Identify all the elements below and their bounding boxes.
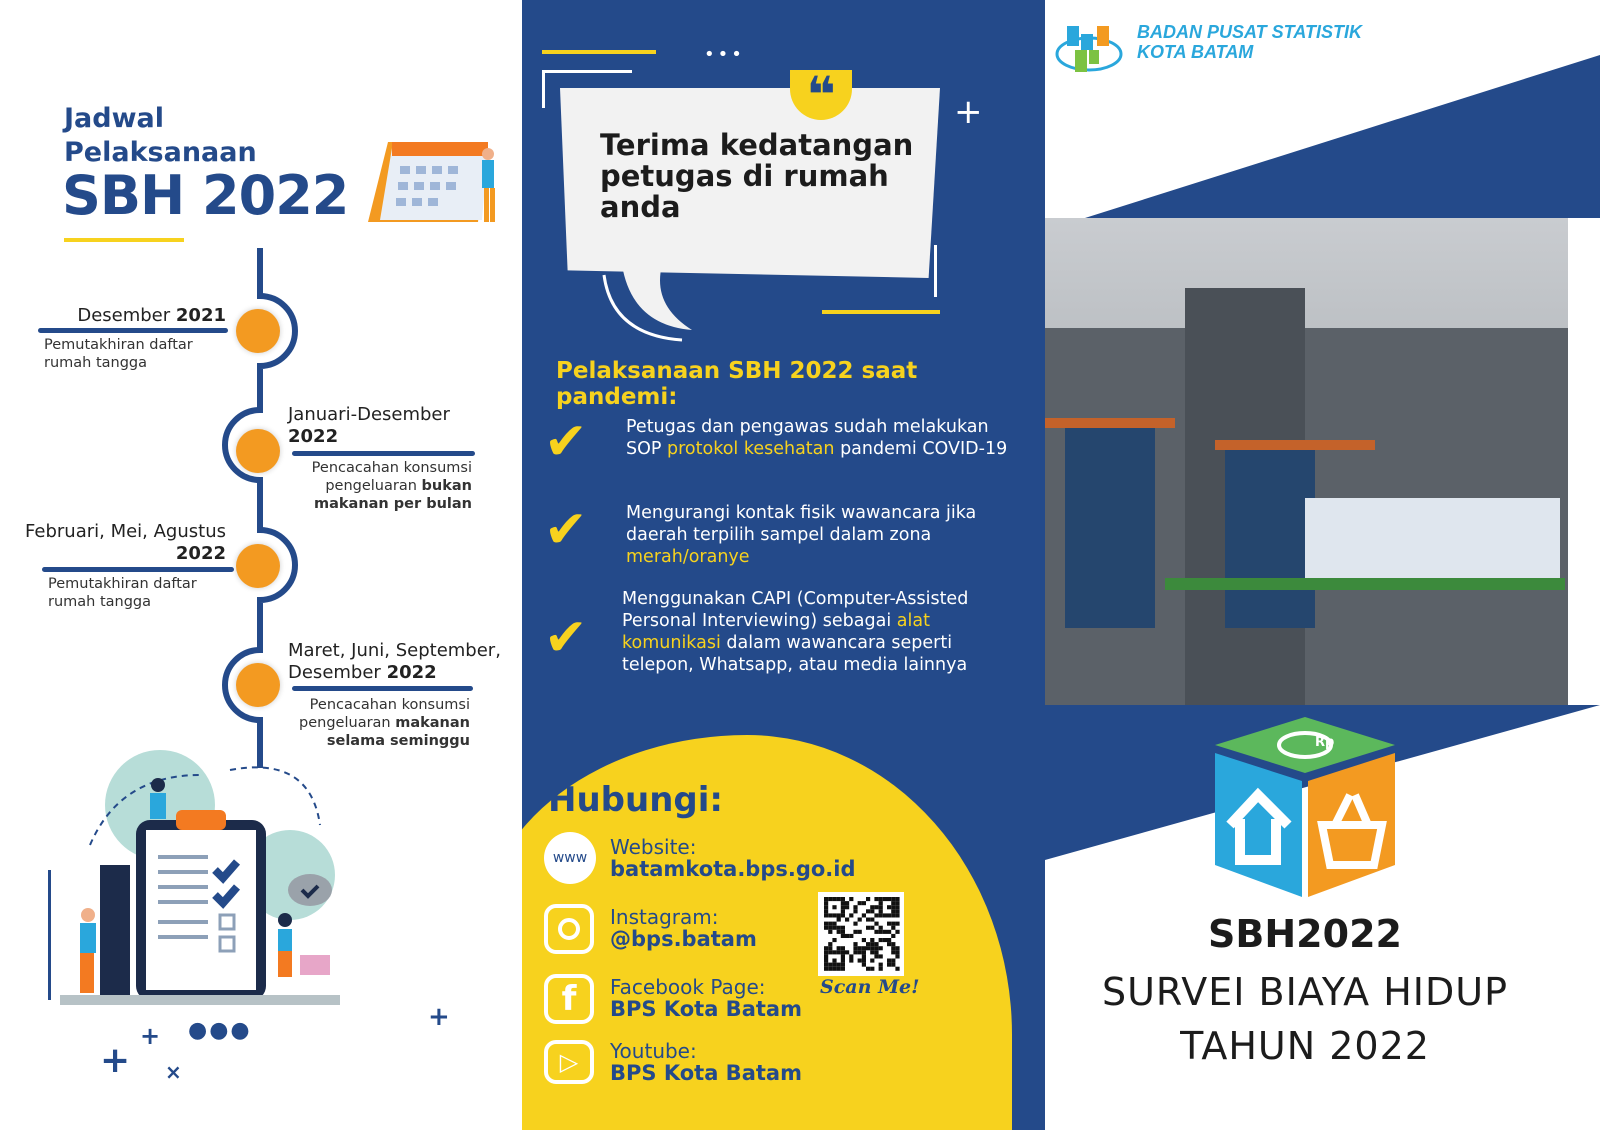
qr-module [879, 946, 883, 950]
qr-module [874, 922, 878, 926]
qr-module [841, 967, 845, 971]
pandemic-item: Menggunakan CAPI (Computer-Assisted Personal Interviewing) sebagai alat komunikasi dalam wawancara seperti telepon, Whatsapp, atau media lainnya [622, 589, 969, 675]
qr-module [891, 926, 895, 930]
qr-module [895, 922, 899, 926]
dots-icon: ●●● [188, 1018, 252, 1043]
qr-module [879, 909, 883, 913]
survey-code: SBH2022 [1208, 912, 1402, 956]
qr-module [841, 963, 845, 967]
timeline-date-2: Januari-Desember 2022 [288, 404, 450, 447]
qr-module [879, 905, 883, 909]
qr-module [832, 950, 836, 954]
qr-module [870, 967, 874, 971]
checklist-illustration [40, 745, 460, 1045]
qr-module [849, 959, 853, 963]
timeline-desc-4: Pencacahan konsumsi pengeluaran makanan selama seminggu [299, 697, 470, 749]
check-icon: ✔ [544, 412, 588, 472]
qr-module [858, 930, 862, 934]
cover-panel [1045, 0, 1600, 1130]
qr-module [879, 901, 883, 905]
qr-module [887, 897, 891, 901]
website-link[interactable]: batamkota.bps.go.id [610, 857, 856, 881]
website-label: Website: [610, 835, 697, 859]
qr-module [870, 926, 874, 930]
qr-module [824, 905, 828, 909]
qr-module [891, 913, 895, 917]
qr-module [862, 950, 866, 954]
qr-module [845, 950, 849, 954]
qr-module [845, 934, 849, 938]
qr-module [832, 897, 836, 901]
qr-module [828, 913, 832, 917]
qr-module [883, 897, 887, 901]
qr-module [891, 909, 895, 913]
qr-module [841, 959, 845, 963]
qr-module [866, 967, 870, 971]
qr-module [841, 897, 845, 901]
qr-module [837, 918, 841, 922]
qr-module [887, 963, 891, 967]
qr-module [862, 954, 866, 958]
qr-module [828, 950, 832, 954]
qr-module [866, 909, 870, 913]
qr-module [832, 967, 836, 971]
qr-module [832, 905, 836, 909]
check-icon: ✔ [544, 608, 588, 668]
survey-year: TAHUN 2022 [1180, 1024, 1430, 1068]
qr-module [837, 950, 841, 954]
qr-module [874, 942, 878, 946]
qr-module [895, 950, 899, 954]
timeline-dot [236, 663, 280, 707]
qr-module [832, 963, 836, 967]
qr-module [841, 913, 845, 917]
check-icon: ✔ [544, 500, 588, 560]
qr-module [853, 922, 857, 926]
timeline-line [292, 451, 475, 456]
instagram-icon [544, 904, 594, 954]
qr-module [824, 954, 828, 958]
qr-module [891, 946, 895, 950]
qr-module [832, 938, 836, 942]
qr-module [870, 918, 874, 922]
qr-module [824, 913, 828, 917]
qr-module [849, 913, 853, 917]
qr-module [824, 901, 828, 905]
timeline-line [42, 567, 234, 572]
qr-module [828, 897, 832, 901]
qr-module [891, 963, 895, 967]
qr-module [895, 930, 899, 934]
qr-module [879, 926, 883, 930]
qr-module [841, 950, 845, 954]
qr-module [824, 909, 828, 913]
qr-module [887, 930, 891, 934]
decor-line [934, 245, 937, 297]
timeline-dot [236, 309, 280, 353]
qr-module [858, 946, 862, 950]
qr-module [883, 938, 887, 942]
calendar-illustration [366, 130, 511, 230]
section-title: Pelaksanaan SBH 2022 saat pandemi: [556, 358, 918, 410]
title-line2: Pelaksanaan [64, 137, 257, 168]
qr-module [837, 926, 841, 930]
qr-module [841, 909, 845, 913]
qr-module [849, 954, 853, 958]
qr-module [866, 926, 870, 930]
qr-module [853, 930, 857, 934]
bps-logo [1053, 20, 1127, 78]
qr-module [866, 918, 870, 922]
decor-line [542, 70, 545, 108]
youtube-label: Youtube: [610, 1039, 697, 1063]
qr-module [879, 930, 883, 934]
sbh-cube-logo [1210, 715, 1400, 905]
qr-module [824, 926, 828, 930]
youtube-link[interactable]: BPS Kota Batam [610, 1061, 802, 1085]
qr-module [895, 909, 899, 913]
qr-module [862, 901, 866, 905]
qr-module [895, 954, 899, 958]
qr-module [837, 930, 841, 934]
qr-module [887, 922, 891, 926]
qr-module [874, 913, 878, 917]
qr-module [870, 938, 874, 942]
qr-module [841, 930, 845, 934]
info-panel [522, 0, 1045, 1130]
schedule-panel [0, 0, 522, 1130]
qr-module [866, 946, 870, 950]
qr-module [841, 946, 845, 950]
qr-module [891, 905, 895, 909]
qr-module [895, 901, 899, 905]
qr-module [879, 967, 883, 971]
timeline-date-1: Desember 2021 [77, 305, 226, 326]
qr-module [832, 922, 836, 926]
qr-module [832, 913, 836, 917]
qr-module [879, 938, 883, 942]
title-big: SBH 2022 [62, 164, 349, 227]
qr-module [858, 950, 862, 954]
qr-module [862, 946, 866, 950]
office-photo [1045, 218, 1568, 705]
youtube-icon: ▷ [544, 1040, 594, 1084]
facebook-label: Facebook Page: [610, 975, 766, 999]
qr-module [870, 942, 874, 946]
plus-icon: + [954, 92, 983, 132]
qr-module [870, 909, 874, 913]
dots-icon: ••• [704, 44, 745, 65]
qr-module [824, 897, 828, 901]
contact-title: Hubungi: [548, 780, 723, 820]
qr-module [862, 938, 866, 942]
qr-module [895, 946, 899, 950]
qr-module [841, 926, 845, 930]
qr-caption: Scan Me! [820, 976, 920, 998]
plus-icon: + [140, 1022, 161, 1050]
bubble-tail [592, 265, 712, 345]
qr-module [837, 946, 841, 950]
qr-module [866, 942, 870, 946]
qr-module [887, 942, 891, 946]
qr-module [891, 959, 895, 963]
qr-module [883, 913, 887, 917]
quote-icon: ❝ [790, 70, 852, 120]
qr-module [866, 897, 870, 901]
qr-module [837, 967, 841, 971]
qr-module [824, 963, 828, 967]
qr-code[interactable] [818, 892, 904, 976]
instagram-label: Instagram: [610, 905, 719, 929]
www-icon: www [544, 832, 596, 884]
pandemic-item: Mengurangi kontak fisik wawancara jika daerah terpilih sampel dalam zona merah/oranye [626, 503, 977, 567]
qr-module [870, 950, 874, 954]
qr-module [870, 959, 874, 963]
qr-module [891, 942, 895, 946]
instagram-link[interactable]: @bps.batam [610, 927, 757, 951]
qr-module [874, 930, 878, 934]
decor-line [542, 50, 656, 54]
qr-module [887, 913, 891, 917]
qr-module [853, 946, 857, 950]
qr-module [887, 938, 891, 942]
decor-line [542, 70, 632, 73]
qr-module [841, 901, 845, 905]
pandemic-item: Petugas dan pengawas sudah melakukan SOP protokol kesehatan pandemi COVID-19 [626, 417, 1008, 459]
qr-module [849, 897, 853, 901]
qr-module [828, 942, 832, 946]
qr-module [887, 905, 891, 909]
timeline-date-3: Februari, Mei, Agustus 2022 [25, 521, 226, 564]
qr-module [828, 963, 832, 967]
qr-module [895, 897, 899, 901]
qr-module [824, 946, 828, 950]
quote-text: Terima kedatangan petugas di rumah anda [600, 128, 914, 224]
qr-module [858, 959, 862, 963]
qr-module [853, 942, 857, 946]
qr-module [824, 950, 828, 954]
qr-module [824, 959, 828, 963]
title-line1: Jadwal [64, 103, 165, 134]
facebook-link[interactable]: BPS Kota Batam [610, 997, 802, 1021]
qr-module [853, 950, 857, 954]
decor-line [822, 310, 940, 314]
qr-module [853, 905, 857, 909]
qr-module [828, 930, 832, 934]
timeline-desc-3: Pemutakhiran daftar rumah tangga [48, 576, 197, 610]
qr-module [858, 901, 862, 905]
qr-module [895, 913, 899, 917]
qr-module [837, 897, 841, 901]
qr-module [874, 946, 878, 950]
qr-module [879, 897, 883, 901]
facebook-icon: f [544, 974, 594, 1024]
qr-module [879, 913, 883, 917]
timeline-line [38, 328, 228, 333]
qr-module [828, 946, 832, 950]
qr-module [837, 913, 841, 917]
rp-badge: Rp [1315, 735, 1335, 750]
timeline-desc-2: Pencacahan konsumsi pengeluaran bukan makanan per bulan [311, 460, 472, 512]
qr-module [828, 967, 832, 971]
qr-module [841, 905, 845, 909]
timeline-dot [236, 429, 280, 473]
qr-module [879, 954, 883, 958]
qr-module [870, 905, 874, 909]
qr-module [824, 922, 828, 926]
plus-icon: + [100, 1040, 131, 1081]
timeline-desc-1: Pemutakhiran daftar rumah tangga [44, 337, 193, 371]
qr-module [870, 946, 874, 950]
qr-module [895, 967, 899, 971]
qr-module [832, 926, 836, 930]
qr-module [828, 922, 832, 926]
timeline-dot [236, 544, 280, 588]
qr-module [883, 930, 887, 934]
qr-module [841, 934, 845, 938]
qr-module [858, 918, 862, 922]
qr-module [845, 905, 849, 909]
qr-module [887, 959, 891, 963]
survey-title: SURVEI BIAYA HIDUP [1102, 970, 1508, 1014]
qr-module [849, 934, 853, 938]
qr-module [845, 918, 849, 922]
timeline-date-4: Maret, Juni, September, Desember 2022 [288, 640, 501, 683]
qr-module [874, 897, 878, 901]
qr-module [874, 905, 878, 909]
qr-module [862, 959, 866, 963]
qr-module [879, 963, 883, 967]
qr-module [845, 901, 849, 905]
qr-module [862, 913, 866, 917]
qr-module [874, 950, 878, 954]
org-name: BADAN PUSAT STATISTIK KOTA BATAM [1137, 22, 1362, 62]
qr-module [832, 959, 836, 963]
qr-module [862, 963, 866, 967]
x-icon: × [165, 1060, 182, 1084]
qr-module [824, 967, 828, 971]
qr-module [874, 954, 878, 958]
qr-module [853, 909, 857, 913]
qr-module [828, 926, 832, 930]
qr-module [895, 905, 899, 909]
qr-module [891, 897, 895, 901]
qr-module [837, 963, 841, 967]
timeline-line [292, 686, 473, 691]
qr-module [891, 950, 895, 954]
plus-icon: + [428, 1002, 450, 1032]
qr-module [891, 901, 895, 905]
qr-module [891, 934, 895, 938]
qr-module [841, 954, 845, 958]
qr-module [891, 922, 895, 926]
